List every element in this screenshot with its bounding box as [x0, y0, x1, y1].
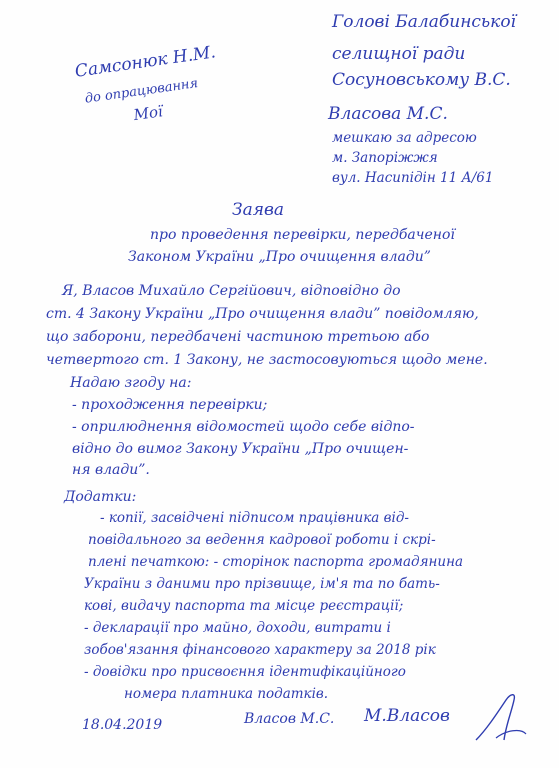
attachment-line-8: - довідки про присвоєння ідентифікаційного — [84, 664, 406, 680]
attachment-line-3: плені печаткою: - сторінок паспорта громадянина — [88, 554, 464, 570]
attachment-line-9: номера платника податків. — [124, 686, 329, 702]
consent-item-3: відно до вимог Закону України „Про очищен- — [72, 441, 409, 457]
attachment-line-6: - декларації про майно, доходи, витрати і — [84, 620, 391, 636]
addressee-line-2: селищної ради — [332, 44, 466, 64]
paragraph-1-line-1: Я, Власов Михайло Сергійович, відповідно до — [62, 283, 401, 299]
addressee-line-1: Голові Балабинської — [332, 12, 516, 32]
document-subtitle-1: про проведення перевірки, передбаченої — [150, 227, 455, 243]
sender-line-4: вул. Насипідін 11 А/61 — [332, 170, 494, 186]
attachments-intro: Додатки: — [64, 489, 137, 505]
attachment-line-1: - копії, засвідчені підписом працівника від- — [100, 510, 409, 526]
attachment-line-2: повідального за ведення кадрової роботи і скрі- — [88, 532, 436, 548]
consent-item-2: - оприлюднення відомостей щодо себе відпо- — [72, 419, 415, 435]
attachment-line-4: України з даними про прізвище, ім'я та по бать- — [84, 576, 440, 592]
consent-item-1: - проходження перевірки; — [72, 397, 268, 413]
sender-line-1: Власова М.С. — [328, 104, 448, 124]
document-subtitle-2: Законом України „Про очищення влади” — [128, 249, 431, 265]
paragraph-1-line-3: що заборони, передбачені частиною третьою або — [46, 329, 430, 345]
document-date: 18.04.2019 — [82, 717, 163, 733]
handwritten-signature: М.Власов — [364, 706, 450, 726]
addressee-line-3: Сосуновському В.С. — [332, 70, 511, 90]
paragraph-1-line-4: четвертого ст. 1 Закону, не застосовуються щодо мене. — [46, 352, 488, 368]
resolution-note — [73, 42, 225, 154]
resolution-name: Самсонюк Н.М. — [73, 42, 217, 82]
document-title: Заява — [232, 200, 285, 220]
attachment-line-7: зобов'язання фінансового характеру за 2018 рік — [84, 642, 436, 658]
resolution-instruction: до опрацювання — [83, 76, 200, 107]
consent-item-4: ня влади”. — [72, 462, 150, 478]
signature-flourish — [466, 690, 536, 750]
resolution-initials: Мої — [132, 102, 164, 125]
attachment-line-5: кові, видачу паспорта та місце реєстрації; — [84, 598, 404, 614]
paragraph-1-line-2: ст. 4 Закону України „Про очищення влади” повідомляю, — [46, 306, 479, 322]
sender-line-2: мешкаю за адресою — [332, 130, 477, 146]
consent-intro: Надаю згоду на: — [70, 375, 192, 391]
sender-line-3: м. Запоріжжя — [332, 150, 438, 166]
signer-name: Власов М.С. — [244, 711, 335, 727]
